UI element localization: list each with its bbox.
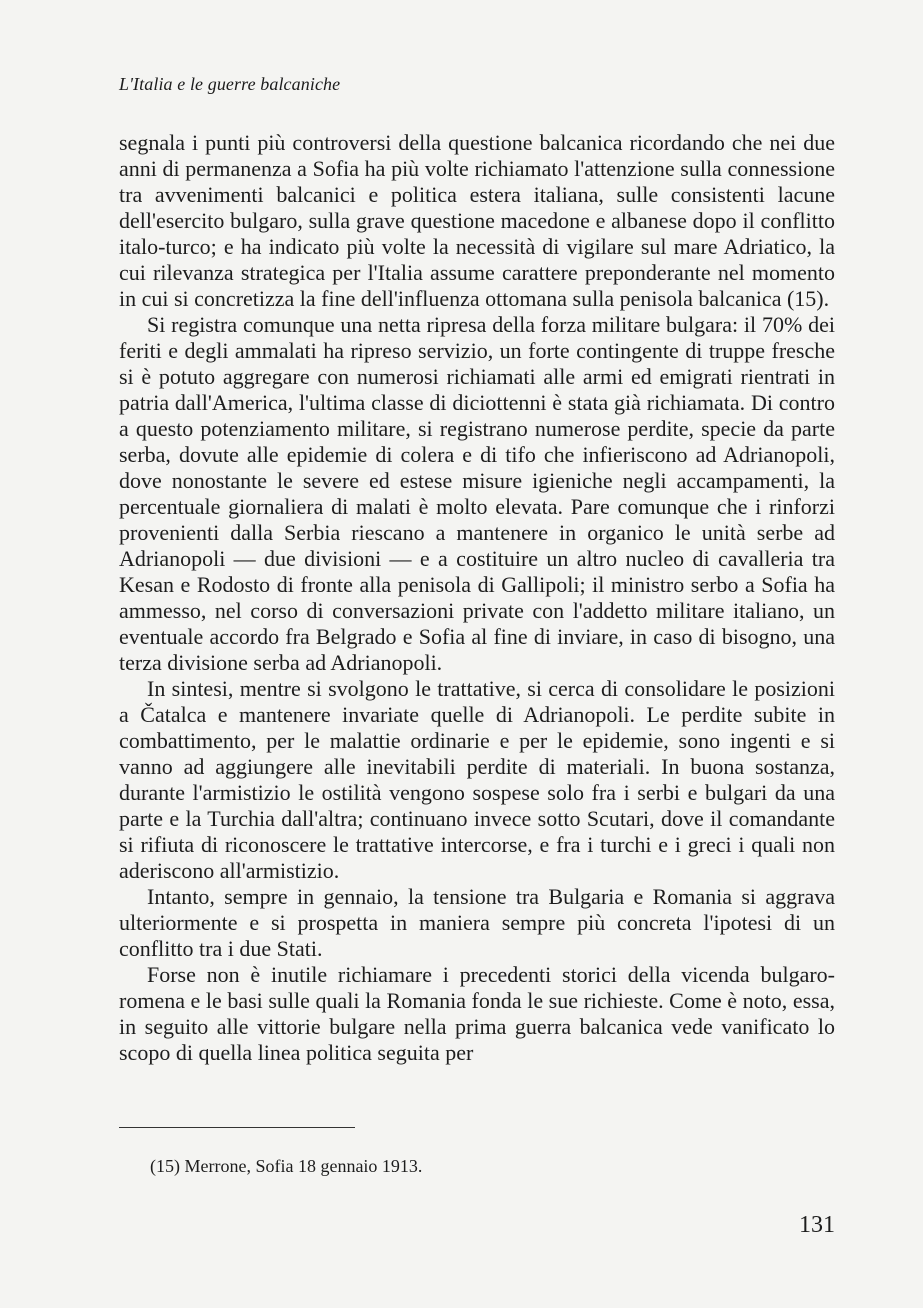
footnote-divider (119, 1127, 355, 1128)
paragraph-4: Intanto, sempre in gennaio, la tensione tra Bulgaria e Romania si aggrava ulteriormente e si prospetta in maniera sempre più concreta l'ipotesi di un conflitto tra i due Stati. (119, 884, 835, 961)
paragraph-1: segnala i punti più controversi della questione balcanica ricordando che nei due anni di permanenza a Sofia ha più volte richiamato l'attenzione sulla connessione tra avvenimenti balcanici e politica estera italiana, sulle consistenti lacune dell'esercito bulgaro, sulla grave questione macedone e albanese dopo il conflitto italo-turco; e ha indicato più volte la necessità di vigilare sul mare Adriatico, la cui rilevanza strategica per l'Italia assume carattere preponderante nel momento in cui si concretizza la fine dell'influenza ottomana sulla penisola balcanica (15). (119, 130, 835, 311)
page-number: 131 (799, 1212, 835, 1238)
paragraph-5: Forse non è inutile richiamare i precedenti storici della vicenda bulgaro-romena e le basi sulle quali la Romania fonda le sue richieste. Come è noto, essa, in seguito alle vittorie bulgare nella prima guerra balcanica vede vanificato lo scopo di quella linea politica seguita per (119, 962, 835, 1065)
body-text (119, 130, 835, 1066)
paragraph-2: Si registra comunque una netta ripresa della forza militare bulgara: il 70% dei feriti e degli ammalati ha ripreso servizio, un forte contingente di truppe fresche si è potuto aggregare con numerosi richiamati alle armi ed emigrati rientrati in patria dall'America, l'ultima classe di diciottenni è stata già richiamata. Di contro a questo potenziamento militare, si registrano numerose perdite, specie da parte serba, dovute alle epidemie di colera e di tifo che infieriscono ad Adrianopoli, dove nonostante le severe ed estese misure igieniche negli accampamenti, la percentuale giornaliera di malati è molto elevata. Pare comunque che i rinforzi provenienti dalla Serbia riescano a mantenere in organico le unità serbe ad Adrianopoli — due divisioni — e a costituire un altro nucleo di cavalleria tra Kesan e Rodosto di fronte alla penisola di Gallipoli; il ministro serbo a Sofia ha ammesso, nel corso di conversazioni private con l'addetto militare italiano, un eventuale accordo fra Belgrado e Sofia al fine di inviare, in caso di bisogno, una terza divisione serba ad Adrianopoli. (119, 312, 835, 675)
paragraph-3: In sintesi, mentre si svolgono le trattative, si cerca di consolidare le posizioni a Čatalca e mantenere invariate quelle di Adrianopoli. Le perdite subite in combattimento, per le malattie ordinarie e per le epidemie, sono ingenti e si vanno ad aggiungere alle inevitabili perdite di materiali. In buona sostanza, durante l'armistizio le ostilità vengono sospese solo fra i serbi e bulgari da una parte e la Turchia dall'altra; continuano invece sotto Scutari, dove il comandante si rifiuta di riconoscere le trattative intercorse, e fra i turchi e i greci i quali non aderiscono all'armistizio. (119, 676, 835, 883)
running-header: L'Italia e le guerre balcaniche (119, 74, 341, 94)
footnote-15: (15) Merrone, Sofia 18 gennaio 1913. (150, 1156, 423, 1176)
